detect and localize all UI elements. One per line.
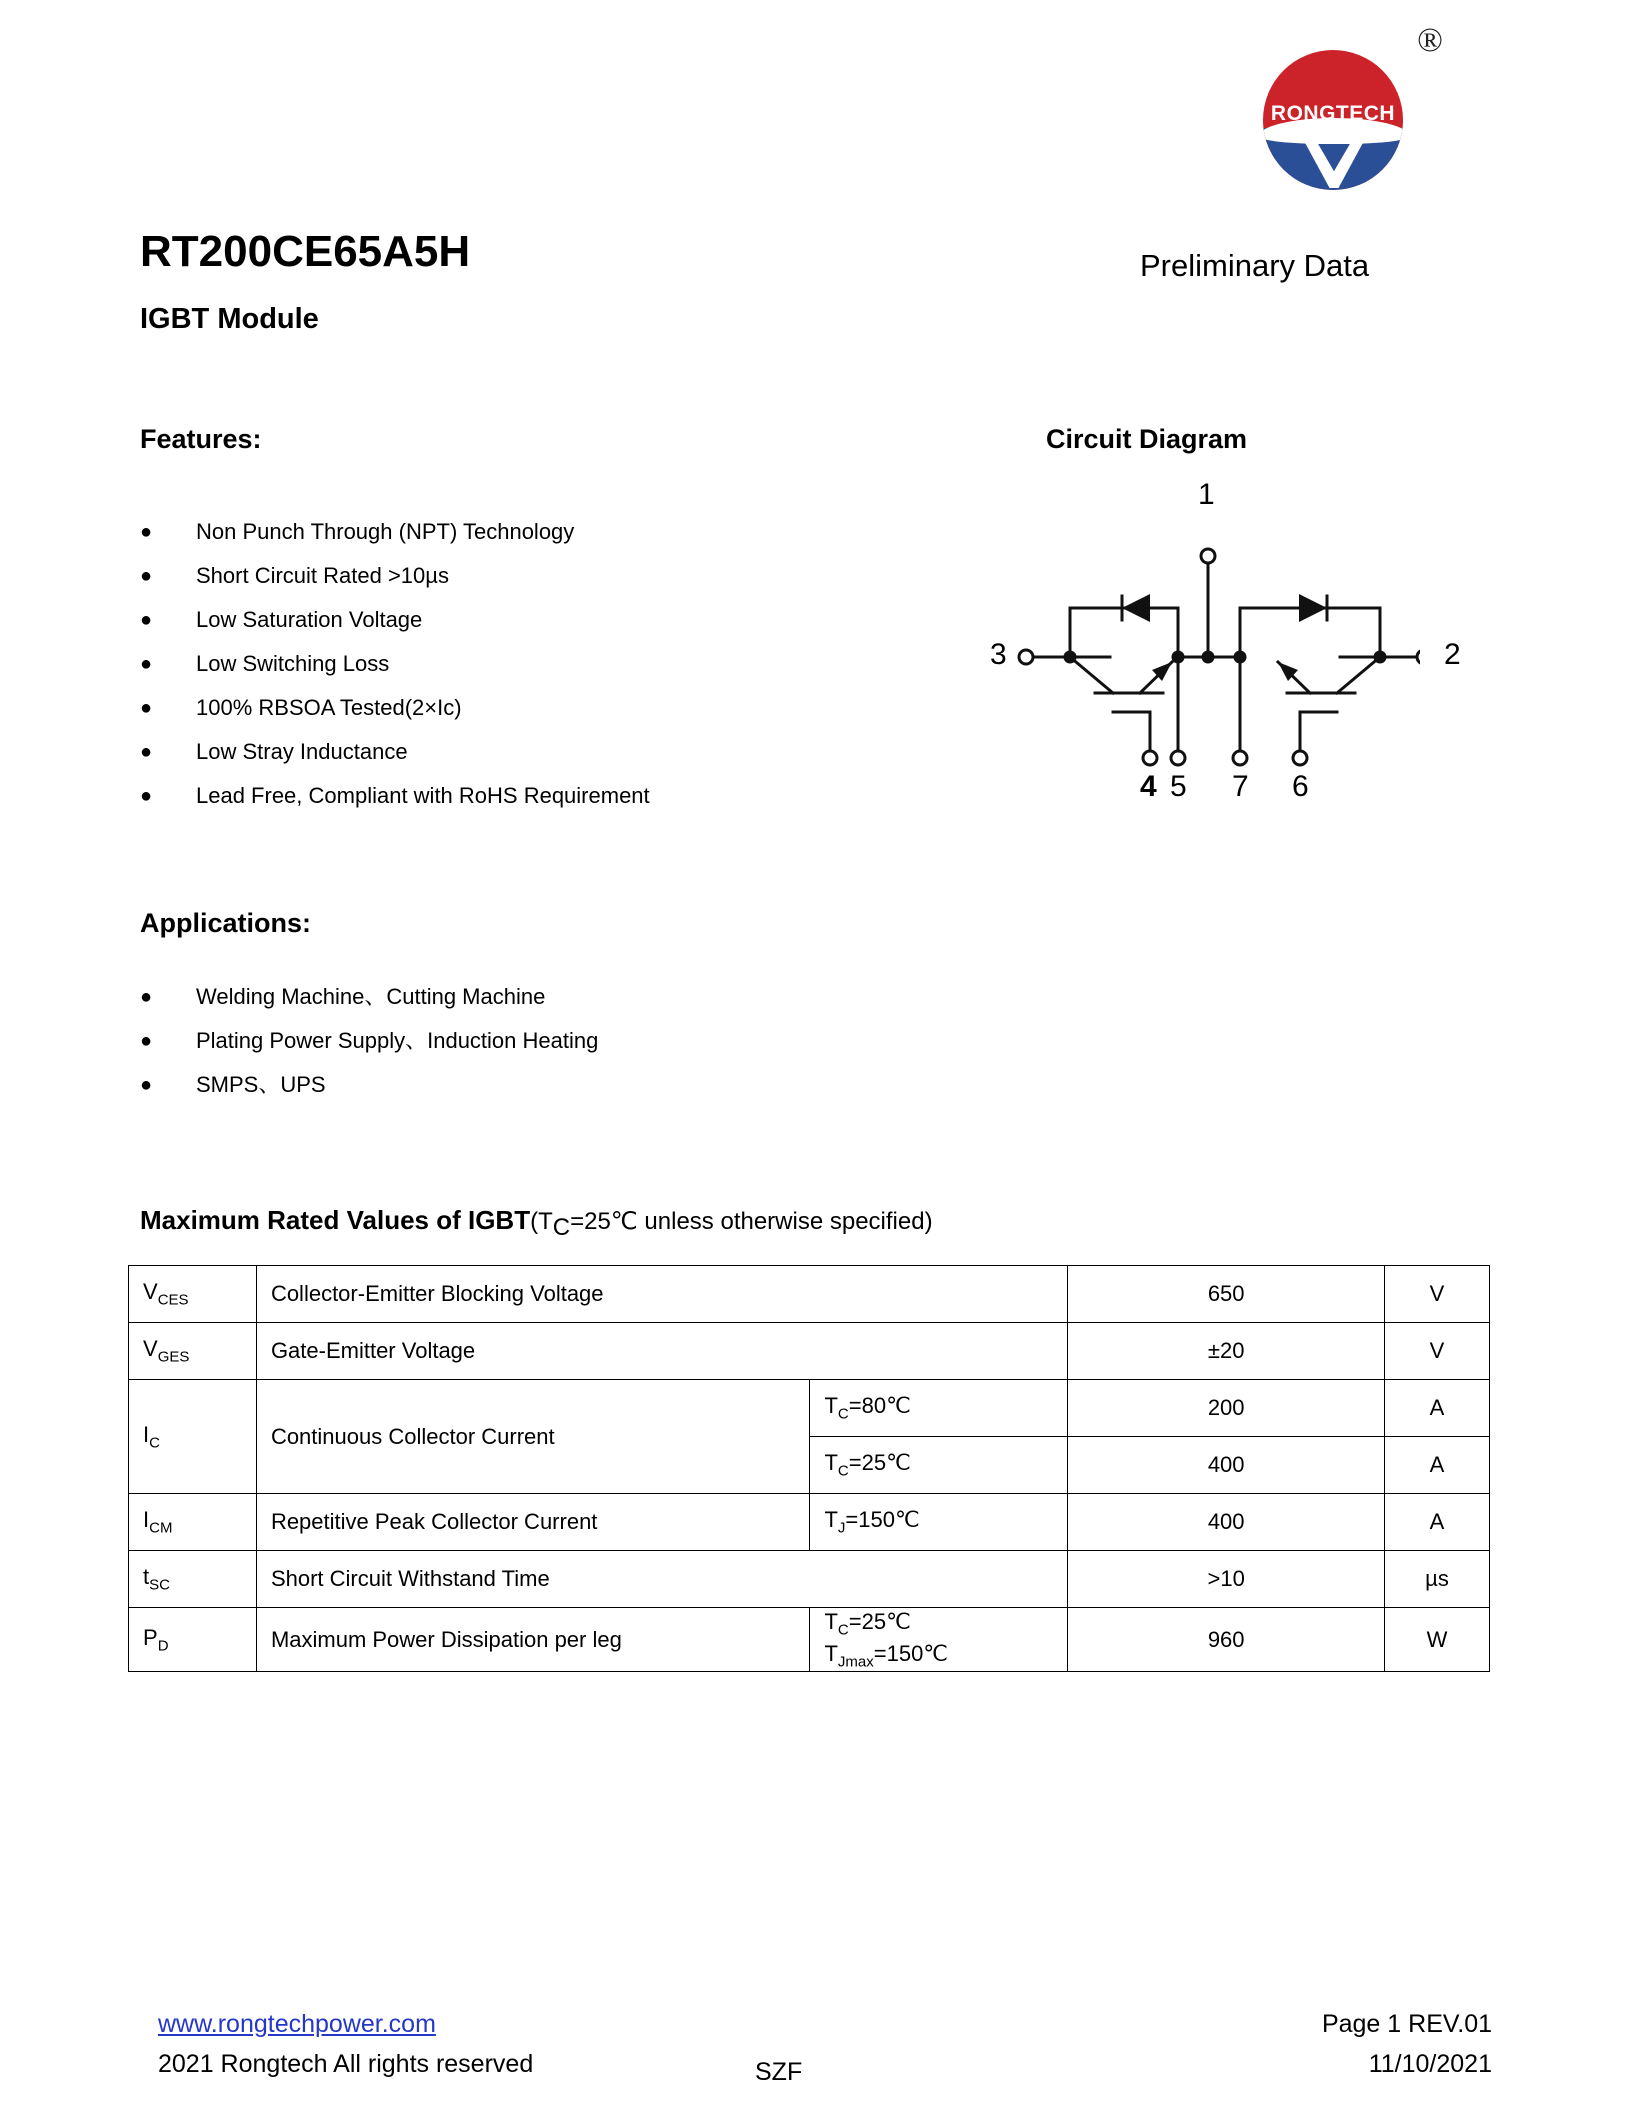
author-initials: SZF	[755, 2058, 803, 2086]
list-item-label: Short Circuit Rated >10µs	[196, 563, 449, 588]
bullet-dot-icon: ●	[140, 521, 153, 543]
applications-list	[140, 975, 900, 1107]
cell-symbol	[129, 1494, 257, 1551]
cond-pre: T	[824, 1609, 838, 1634]
cell-value: ±20	[1068, 1323, 1385, 1380]
list-item-label: SMPS、UPS	[196, 1072, 326, 1097]
cell-description: Continuous Collector Current	[256, 1380, 810, 1494]
symbol-main: V	[143, 1336, 158, 1362]
list-item	[140, 975, 900, 1019]
cond-sub: Jmax	[837, 1652, 874, 1670]
table-row	[129, 1380, 1490, 1437]
list-item-label: Lead Free, Compliant with RoHS Requirement	[196, 783, 650, 808]
circuit-diagram	[950, 478, 1461, 803]
features-list	[140, 510, 900, 818]
cell-symbol	[129, 1608, 257, 1672]
ratings-title-cond-pre: (T	[530, 1208, 553, 1235]
symbol-sub: SC	[149, 1576, 170, 1594]
ratings-title-cond-sub: C	[552, 1214, 571, 1241]
terminal-label-2: 2	[1444, 638, 1461, 671]
cell-symbol	[129, 1551, 257, 1608]
cell-description: Short Circuit Withstand Time	[256, 1551, 1067, 1608]
terminal-label-5: 5	[1170, 770, 1187, 803]
cell-unit: A	[1385, 1437, 1490, 1494]
copyright-text: 2021 Rongtech All rights reserved	[158, 2050, 534, 2078]
terminal-label-3: 3	[990, 638, 1007, 671]
cell-value: 650	[1068, 1266, 1385, 1323]
symbol-main: I	[143, 1507, 150, 1533]
cell-description: Collector-Emitter Blocking Voltage	[256, 1266, 1067, 1323]
logo-circle-shape	[1263, 50, 1403, 190]
cond-sub: C	[837, 1405, 849, 1423]
cond-pre: T	[824, 1640, 838, 1666]
list-item-label: Plating Power Supply、Induction Heating	[196, 1028, 599, 1053]
bullet-dot-icon: ●	[140, 565, 153, 587]
list-item	[140, 1019, 900, 1063]
cell-description: Gate-Emitter Voltage	[256, 1323, 1067, 1380]
cond-post: =150℃	[845, 1507, 920, 1533]
features-heading: Features:	[140, 424, 262, 454]
cell-unit: V	[1385, 1266, 1490, 1323]
table-row	[129, 1608, 1490, 1672]
cond-post: =25℃	[848, 1450, 911, 1476]
product-type-subtitle: IGBT Module	[140, 303, 319, 335]
bullet-dot-icon: ●	[140, 609, 153, 631]
table-row	[129, 1551, 1490, 1608]
bullet-dot-icon: ●	[140, 741, 153, 763]
symbol-sub: CM	[149, 1519, 173, 1537]
cell-value: 200	[1068, 1380, 1385, 1437]
terminal-label-7: 7	[1232, 770, 1249, 803]
cond-post: =25℃	[848, 1609, 911, 1634]
cell-unit: µs	[1385, 1551, 1490, 1608]
cell-symbol	[129, 1266, 257, 1323]
bullet-dot-icon: ●	[140, 1074, 153, 1096]
terminal-label-6: 6	[1292, 770, 1309, 803]
cond-line-2	[824, 1640, 1053, 1672]
cond-pre: T	[824, 1393, 838, 1419]
page-footer	[0, 2000, 1632, 2110]
bullet-dot-icon: ●	[140, 986, 153, 1008]
cell-description: Repetitive Peak Collector Current	[256, 1494, 810, 1551]
cond-post: =150℃	[873, 1640, 949, 1666]
list-item	[140, 730, 900, 774]
cell-symbol	[129, 1380, 257, 1494]
left-diode-icon	[1122, 594, 1150, 622]
list-item	[140, 554, 900, 598]
list-item-label: 100% RBSOA Tested(2×Ic)	[196, 695, 462, 720]
bullet-dot-icon: ●	[140, 653, 153, 675]
cell-symbol	[129, 1323, 257, 1380]
list-item	[140, 1063, 900, 1107]
symbol-sub: CES	[157, 1291, 189, 1309]
terminal-label-1: 1	[1198, 478, 1215, 511]
cell-condition	[810, 1608, 1068, 1672]
ratings-table-title	[140, 1205, 933, 1242]
list-item-label: Welding Machine、Cutting Machine	[196, 984, 546, 1009]
cell-condition	[810, 1494, 1068, 1551]
cell-unit: V	[1385, 1323, 1490, 1380]
ratings-title-cond-post: =25℃ unless otherwise specified)	[570, 1208, 933, 1235]
list-item	[140, 774, 900, 818]
cell-description: Maximum Power Dissipation per leg	[256, 1608, 810, 1672]
cond-pre: T	[824, 1450, 838, 1476]
document-date: 11/10/2021	[1368, 2050, 1492, 2078]
website-link[interactable]: www.rongtechpower.com	[158, 2010, 436, 2038]
bullet-dot-icon: ●	[140, 697, 153, 719]
cell-unit: A	[1385, 1380, 1490, 1437]
symbol-sub: D	[157, 1637, 169, 1655]
maximum-ratings-table	[128, 1265, 1490, 1672]
cell-condition	[810, 1380, 1068, 1437]
logo-brand-text: RONGTECH	[1270, 102, 1396, 125]
table-row	[129, 1266, 1490, 1323]
cell-value: 400	[1068, 1494, 1385, 1551]
cell-unit: A	[1385, 1494, 1490, 1551]
list-item	[140, 510, 900, 554]
symbol-sub: C	[149, 1434, 160, 1452]
list-item-label: Low Switching Loss	[196, 651, 390, 676]
cond-post: =80℃	[848, 1393, 911, 1419]
document-status: Preliminary Data	[1140, 248, 1370, 283]
list-item	[140, 642, 900, 686]
page-title: RT200CE65A5H	[140, 227, 471, 276]
cond-sub: C	[837, 1462, 849, 1480]
page-revision: Page 1 REV.01	[1321, 2010, 1492, 2038]
applications-heading: Applications:	[140, 908, 312, 938]
cell-value: >10	[1068, 1551, 1385, 1608]
symbol-main: V	[143, 1279, 158, 1305]
cell-unit: W	[1385, 1608, 1490, 1672]
bullet-dot-icon: ●	[140, 1030, 153, 1052]
circuit-diagram-heading: Circuit Diagram	[1046, 424, 1248, 454]
symbol-sub: GES	[157, 1348, 190, 1366]
table-row	[129, 1323, 1490, 1380]
right-diode-icon	[1299, 594, 1327, 622]
list-item-label: Low Stray Inductance	[196, 739, 408, 764]
cond-pre: T	[824, 1507, 838, 1533]
table-row	[129, 1494, 1490, 1551]
circuit-schematic-svg	[950, 490, 1420, 790]
cell-value: 960	[1068, 1608, 1385, 1672]
list-item	[140, 598, 900, 642]
list-item	[140, 686, 900, 730]
cond-line-1	[824, 1608, 1053, 1640]
company-logo	[1255, 22, 1443, 183]
list-item-label: Low Saturation Voltage	[196, 607, 423, 632]
cell-condition	[810, 1437, 1068, 1494]
terminal-label-4: 4	[1140, 770, 1157, 803]
symbol-main: I	[143, 1421, 150, 1447]
list-item-label: Non Punch Through (NPT) Technology	[196, 519, 575, 544]
cond-sub: C	[837, 1621, 849, 1639]
symbol-main: t	[143, 1564, 150, 1590]
ratings-title-bold: Maximum Rated Values of IGBT	[140, 1205, 531, 1235]
bullet-dot-icon: ●	[140, 785, 153, 807]
symbol-main: P	[143, 1624, 158, 1650]
cell-value: 400	[1068, 1437, 1385, 1494]
cond-sub: J	[837, 1519, 846, 1537]
registered-trademark-icon: ®	[1417, 22, 1443, 59]
